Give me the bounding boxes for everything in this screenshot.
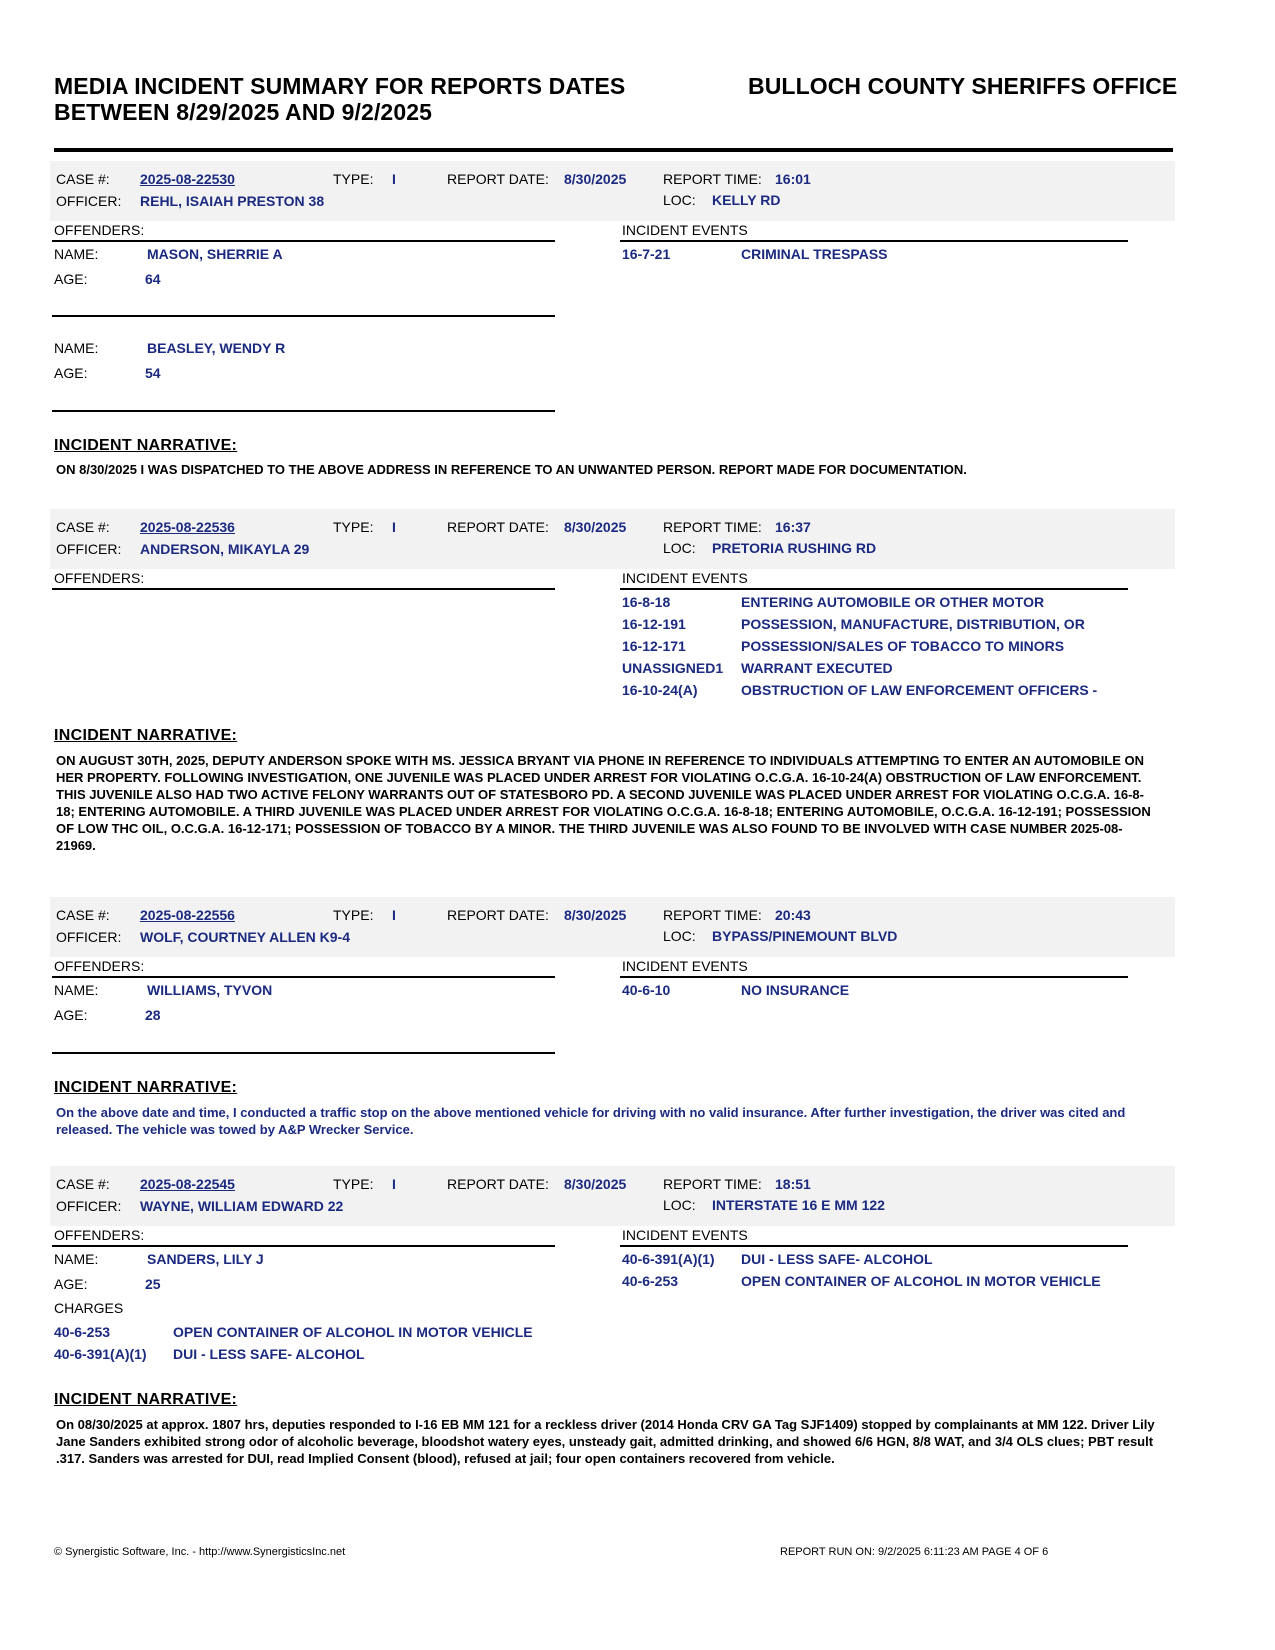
incident-events-heading: INCIDENT EVENTS	[622, 1227, 748, 1243]
age-label: AGE:	[54, 271, 88, 287]
offender-name: SANDERS, LILY J	[147, 1251, 264, 1267]
report-date-value: 8/30/2025	[564, 519, 627, 535]
case-header-bar	[50, 897, 1175, 957]
officer-value: WOLF, COURTNEY ALLEN K9-4	[140, 929, 351, 945]
event-desc: NO INSURANCE	[741, 982, 850, 998]
events-rule	[620, 240, 1128, 242]
offenders-rule	[52, 1245, 555, 1247]
loc-label: LOC:	[663, 540, 696, 556]
type-value: I	[392, 171, 396, 187]
officer-value: REHL, ISAIAH PRESTON 38	[140, 193, 325, 209]
report-time-value: 18:51	[775, 1176, 811, 1192]
report-time-value: 16:01	[775, 171, 811, 187]
event-code: 16-12-191	[622, 616, 686, 632]
incident-events-heading: INCIDENT EVENTS	[622, 222, 748, 238]
offenders-heading: OFFENDERS:	[54, 1227, 145, 1243]
offender-name: WILLIAMS, TYVON	[147, 982, 273, 998]
offender-age: 28	[145, 1007, 161, 1023]
age-label: AGE:	[54, 365, 88, 381]
footer-report-run: REPORT RUN ON: 9/2/2025 6:11:23 AM PAGE 4 OF 6	[780, 1546, 1049, 1558]
offender-age: 54	[145, 365, 161, 381]
report-date-label: REPORT DATE:	[447, 1176, 549, 1192]
type-value: I	[392, 519, 396, 535]
event-desc: WARRANT EXECUTED	[741, 660, 893, 676]
event-code: 16-12-171	[622, 638, 686, 654]
case-label: CASE #:	[56, 1176, 110, 1192]
report-date-label: REPORT DATE:	[447, 519, 549, 535]
narrative-heading: INCIDENT NARRATIVE:	[54, 437, 238, 454]
event-code: 16-8-18	[622, 594, 671, 610]
offenders-rule	[52, 976, 555, 978]
report-date-value: 8/30/2025	[564, 1176, 627, 1192]
charge-desc: OPEN CONTAINER OF ALCOHOL IN MOTOR VEHICLE	[173, 1324, 533, 1340]
narrative-text: On the above date and time, I conducted a traffic stop on the above mentioned vehicle for driving with no valid insurance. After further investigation, the driver was cited and released. The vehicle was towed by A&P Wrecker Service.	[56, 1105, 1126, 1137]
offender-divider	[52, 315, 555, 317]
footer-copyright: © Synergistic Software, Inc. - http://www.SynergisticsInc.net	[54, 1546, 346, 1558]
officer-label: OFFICER:	[56, 929, 122, 945]
case-header-bar	[50, 1166, 1175, 1226]
case-number-link[interactable]: 2025-08-22545	[140, 1176, 235, 1192]
events-rule	[620, 976, 1128, 978]
offender-age: 25	[145, 1276, 161, 1292]
offenders-heading: OFFENDERS:	[54, 570, 145, 586]
officer-label: OFFICER:	[56, 193, 122, 209]
type-value: I	[392, 1176, 396, 1192]
report-title-line1: MEDIA INCIDENT SUMMARY FOR REPORTS DATES	[54, 73, 626, 99]
report-date-value: 8/30/2025	[564, 907, 627, 923]
event-desc: POSSESSION/SALES OF TOBACCO TO MINORS	[741, 638, 1065, 654]
age-label: AGE:	[54, 1276, 88, 1292]
name-label: NAME:	[54, 340, 99, 356]
narrative-heading: INCIDENT NARRATIVE:	[54, 727, 238, 744]
event-desc: DUI - LESS SAFE- ALCOHOL	[741, 1251, 933, 1267]
event-desc: OPEN CONTAINER OF ALCOHOL IN MOTOR VEHICLE	[741, 1273, 1101, 1289]
offender-name: BEASLEY, WENDY R	[147, 340, 286, 356]
type-label: TYPE:	[333, 519, 374, 535]
case-header-bar	[50, 161, 1175, 221]
loc-label: LOC:	[663, 192, 696, 208]
offenders-rule	[52, 588, 555, 590]
officer-value: WAYNE, WILLIAM EDWARD 22	[140, 1198, 344, 1214]
type-label: TYPE:	[333, 907, 374, 923]
report-time-label: REPORT TIME:	[663, 907, 762, 923]
loc-label: LOC:	[663, 928, 696, 944]
report-time-label: REPORT TIME:	[663, 519, 762, 535]
event-desc: ENTERING AUTOMOBILE OR OTHER MOTOR	[741, 594, 1045, 610]
offenders-heading: OFFENDERS:	[54, 222, 145, 238]
event-code: UNASSIGNED1	[622, 660, 724, 676]
incident-events-heading: INCIDENT EVENTS	[622, 958, 748, 974]
case-label: CASE #:	[56, 519, 110, 535]
loc-value: PRETORIA RUSHING RD	[712, 540, 877, 556]
event-desc: OBSTRUCTION OF LAW ENFORCEMENT OFFICERS -	[741, 682, 1098, 698]
name-label: NAME:	[54, 1251, 99, 1267]
name-label: NAME:	[54, 246, 99, 262]
header-divider	[54, 148, 1173, 152]
events-rule	[620, 1245, 1128, 1247]
loc-value: KELLY RD	[712, 192, 781, 208]
offender-age: 64	[145, 271, 161, 287]
offenders-rule	[52, 240, 555, 242]
report-time-label: REPORT TIME:	[663, 1176, 762, 1192]
case-header-bar	[50, 509, 1175, 569]
loc-value: INTERSTATE 16 E MM 122	[712, 1197, 885, 1213]
event-desc: CRIMINAL TRESPASS	[741, 246, 888, 262]
report-date-label: REPORT DATE:	[447, 171, 549, 187]
case-label: CASE #:	[56, 171, 110, 187]
loc-label: LOC:	[663, 1197, 696, 1213]
narrative-heading: INCIDENT NARRATIVE:	[54, 1391, 238, 1408]
event-code: 16-7-21	[622, 246, 671, 262]
loc-value: BYPASS/PINEMOUNT BLVD	[712, 928, 898, 944]
report-date-value: 8/30/2025	[564, 171, 627, 187]
type-value: I	[392, 907, 396, 923]
narrative-text: On 08/30/2025 at approx. 1807 hrs, deputies responded to I-16 EB MM 121 for a reckless driver (2014 Honda CRV GA Tag SJF1409) stopped by complainants at MM 122. Driver Lily Jane Sanders exhibited strong odor of alcoholic beverage, bloodshot watery eyes, unsteady gait, admitted drinking, and showed 6/6 HGN, 8/8 WAT, and 3/4 OLS clues; PBT result .317. Sanders was arrested for DUI, read Implied Consent (blood), refused at jail; four open containers recovered from vehicle.	[56, 1417, 1155, 1466]
charge-code: 40-6-391(A)(1)	[54, 1346, 147, 1362]
event-code: 16-10-24(A)	[622, 682, 698, 698]
charges-heading: CHARGES	[54, 1300, 124, 1316]
officer-label: OFFICER:	[56, 1198, 122, 1214]
narrative-heading: INCIDENT NARRATIVE:	[54, 1079, 238, 1096]
age-label: AGE:	[54, 1007, 88, 1023]
case-number-link[interactable]: 2025-08-22530	[140, 171, 235, 187]
offender-divider	[52, 1052, 555, 1054]
events-rule	[620, 588, 1128, 590]
report-time-label: REPORT TIME:	[663, 171, 762, 187]
report-time-value: 20:43	[775, 907, 811, 923]
offenders-heading: OFFENDERS:	[54, 958, 145, 974]
case-number-link[interactable]: 2025-08-22536	[140, 519, 235, 535]
report-time-value: 16:37	[775, 519, 811, 535]
charge-desc: DUI - LESS SAFE- ALCOHOL	[173, 1346, 365, 1362]
report-date-label: REPORT DATE:	[447, 907, 549, 923]
event-desc: POSSESSION, MANUFACTURE, DISTRIBUTION, OR	[741, 616, 1085, 632]
narrative-text: ON AUGUST 30TH, 2025, DEPUTY ANDERSON SPOKE WITH MS. JESSICA BRYANT VIA PHONE IN REFERENCE TO INDIVIDUALS ATTEMPTING TO ENTER AN AUTOMOBILE ON HER PROPERTY. FOLLOWING INVESTIGATION, ONE JUVENILE WAS PLACED UNDER ARREST FOR VIOLATING O.C.G.A. 16-10-24(A) OBSTRUCTION OF LAW ENFORCEMENT. THIS JUVENILE ALSO HAD TWO ACTIVE FELONY WARRANTS OUT OF STATESBORO PD. A SECOND JUVENILE WAS PLACED UNDER ARREST FOR VIOLATING O.C.G.A. 16-8-18; ENTERING AUTOMOBILE. A THIRD JUVENILE WAS PLACED UNDER ARREST FOR VIOLATING O.C.G.A. 16-8-18; ENTERING AUTOMOBILE, O.C.G.A. 16-12-191; POSSESSION OF LOW THC OIL, O.C.G.A. 16-12-171; POSSESSION OF TOBACCO BY A MINOR. THE THIRD JUVENILE WAS ALSO FOUND TO BE INVOLVED WITH CASE NUMBER 2025-08-21969.	[56, 753, 1151, 853]
type-label: TYPE:	[333, 171, 374, 187]
event-code: 40-6-391(A)(1)	[622, 1251, 715, 1267]
event-code: 40-6-10	[622, 982, 671, 998]
offender-divider	[52, 410, 555, 412]
case-label: CASE #:	[56, 907, 110, 923]
officer-label: OFFICER:	[56, 541, 122, 557]
officer-value: ANDERSON, MIKAYLA 29	[140, 541, 310, 557]
type-label: TYPE:	[333, 1176, 374, 1192]
charge-code: 40-6-253	[54, 1324, 111, 1340]
case-number-link[interactable]: 2025-08-22556	[140, 907, 235, 923]
offender-name: MASON, SHERRIE A	[147, 246, 283, 262]
report-title-line2: BETWEEN 8/29/2025 AND 9/2/2025	[54, 99, 432, 125]
name-label: NAME:	[54, 982, 99, 998]
agency-name: BULLOCH COUNTY SHERIFFS OFFICE	[748, 73, 1178, 99]
narrative-text: ON 8/30/2025 I WAS DISPATCHED TO THE ABOVE ADDRESS IN REFERENCE TO AN UNWANTED PERSON. REPORT MADE FOR DOCUMENTATION.	[56, 462, 967, 477]
event-code: 40-6-253	[622, 1273, 679, 1289]
incident-events-heading: INCIDENT EVENTS	[622, 570, 748, 586]
